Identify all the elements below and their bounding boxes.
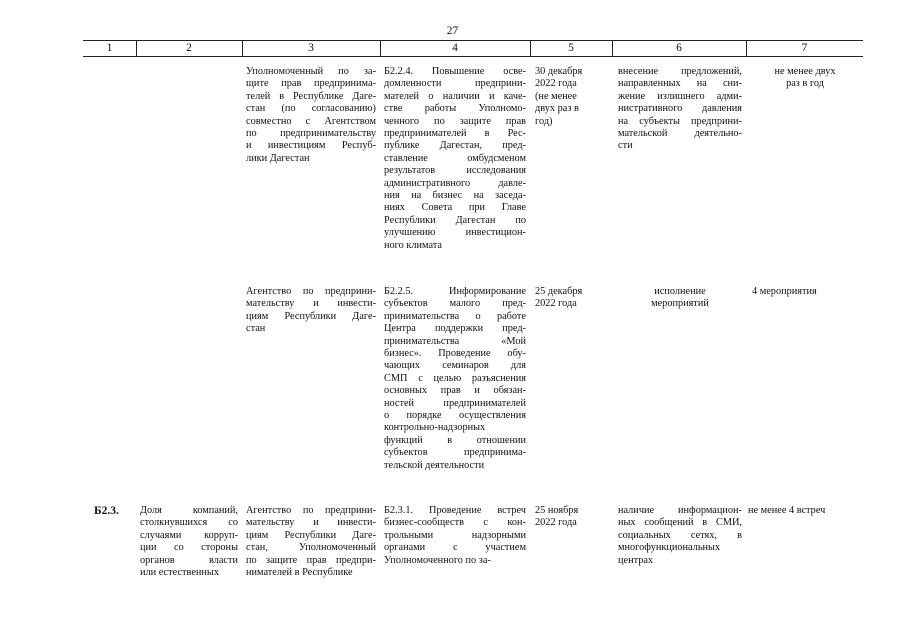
cell-line: основных прав и обязан-: [384, 385, 526, 397]
cell-line: столкнувшихся со: [140, 517, 238, 529]
cell-line: 4 мероприятия: [752, 286, 817, 297]
row-3-measure: [384, 505, 526, 567]
cell-line: бизнес». Проведение обу-: [384, 348, 526, 360]
cell-line: ставление омбудсменом: [384, 152, 526, 164]
cell-line: нимателей в Республике: [246, 567, 353, 579]
cell-line: результатов исследования: [384, 165, 526, 177]
row-3-indicator: [748, 505, 860, 517]
row-1-deadline: [535, 66, 609, 128]
row-1-executor: [246, 66, 376, 165]
row-2-deadline: [535, 286, 609, 311]
cell-line: по защите прав предпри-: [246, 554, 376, 566]
cell-line: 25 декабря: [535, 286, 583, 297]
header-col-2: 2: [186, 42, 192, 54]
cell-line: ниях Совета при Главе: [384, 202, 526, 214]
cell-line: Уполномоченный по за-: [246, 66, 376, 77]
cell-line: мательской деятельно-: [618, 128, 742, 140]
cell-line: функций в отношении: [384, 434, 526, 446]
cell-line: домленности предприни-: [384, 78, 526, 90]
cell-line: Б2.3.1. Проведение встреч: [384, 505, 526, 516]
cell-line: СМП с целью разъяснения: [384, 372, 526, 384]
cell-line: органами с участием: [384, 542, 526, 554]
cell-line: о порядке осуществления: [384, 410, 526, 422]
cell-line: лики Дагестан: [246, 152, 310, 164]
cell-line: по предпринимательству: [246, 128, 376, 140]
row-2-executor: [246, 286, 376, 336]
row-3-executor: [246, 505, 376, 579]
cell-line: мательству и инвести-: [246, 298, 376, 310]
cell-line: принимательства о работе: [384, 310, 526, 322]
row-1-result: [618, 66, 742, 153]
cell-line: ного климата: [384, 239, 442, 251]
header-col-7: 7: [801, 42, 808, 54]
cell-line: субъектов малого пред-: [384, 298, 526, 310]
cell-line: Б2.2.5. Информирование: [384, 286, 526, 297]
cell-line: ченного по защите прав: [384, 115, 526, 127]
row-2-result: [618, 286, 742, 311]
cell-line: ных сообщений в СМИ,: [618, 517, 742, 529]
cell-line: Агентство по предприни-: [246, 286, 376, 297]
cell-line: раз в год: [786, 78, 824, 90]
cell-line: 30 декабря: [535, 66, 583, 77]
cell-line: ния на бизнес на заседа-: [384, 190, 526, 202]
cell-line: не менее 4 встреч: [748, 505, 826, 516]
cell-line: контрольно-надзорных: [384, 422, 486, 434]
row-3-code: Б2.3.: [94, 505, 119, 517]
cell-line: мательству и инвести-: [246, 517, 376, 529]
cell-line: циям Республики Даге-: [246, 529, 376, 541]
header-col-6: 6: [676, 42, 682, 54]
cell-line: Агентство по предприни-: [246, 505, 376, 516]
cell-line: 2022 года: [535, 78, 577, 90]
cell-line: Доля компаний,: [140, 505, 238, 516]
cell-line: 25 ноября: [535, 505, 579, 516]
cell-line: 2022 года: [535, 517, 577, 529]
cell-line: телей в Республике Даге-: [246, 90, 376, 102]
row-2-indicator: [752, 286, 858, 298]
cell-line: случаями корруп-: [140, 529, 238, 541]
cell-line: сти: [618, 140, 633, 152]
row-2-measure: [384, 286, 526, 472]
cell-line: стан: [246, 323, 266, 335]
cell-line: административного давле-: [384, 177, 526, 189]
cell-line: Республики Дагестан по: [384, 214, 526, 226]
row-1-measure: [384, 66, 526, 252]
cell-line: принимательства «Мой: [384, 335, 526, 347]
cell-line: (не менее: [535, 90, 577, 102]
cell-line: предпринимателей в Рес-: [384, 128, 526, 140]
cell-line: тельской деятельности: [384, 459, 485, 471]
cell-line: Б2.2.4. Повышение осве-: [384, 66, 526, 77]
cell-line: щите прав предпринима-: [246, 78, 376, 90]
cell-line: стан (по согласованию): [246, 103, 376, 115]
cell-line: жение излишнего адми-: [618, 90, 742, 102]
cell-line: социальных сетях, в: [618, 529, 742, 541]
cell-line: внесение предложений,: [618, 66, 742, 77]
cell-line: и инвестициям Респуб-: [246, 140, 376, 152]
row-3-result: [618, 505, 742, 567]
cell-line: стан, Уполномоченный: [246, 542, 376, 554]
cell-line: на субъекты предприни-: [618, 115, 742, 127]
header-col-1: 1: [106, 42, 113, 54]
page-number: 27: [446, 25, 459, 37]
cell-line: исполнение: [654, 286, 706, 297]
header-col-3: 3: [308, 42, 314, 54]
cell-line: двух раз в: [535, 103, 579, 115]
cell-line: мателей о наличии и каче-: [384, 90, 526, 102]
cell-line: стве работы Уполномо-: [384, 103, 526, 115]
row-1-indicator: [752, 66, 858, 91]
cell-line: бизнес-сообществ с кон-: [384, 517, 526, 529]
cell-line: Уполномоченного по за-: [384, 554, 491, 566]
cell-line: чающих семинаров для: [384, 360, 526, 372]
cell-line: органов власти: [140, 554, 238, 566]
cell-line: или естественных: [140, 567, 219, 579]
cell-line: мероприятий: [651, 298, 709, 310]
cell-line: публике Дагестан, пред-: [384, 140, 526, 152]
cell-line: наличие информацион-: [618, 505, 742, 516]
cell-line: Центра поддержки пред-: [384, 323, 526, 335]
header-col-4: 4: [452, 42, 458, 54]
cell-line: ностей предпринимателей: [384, 397, 526, 409]
cell-line: совместно с Агентством: [246, 115, 376, 127]
cell-line: направленных на сни-: [618, 78, 742, 90]
header-col-5: 5: [568, 42, 574, 54]
row-3-deadline: [535, 505, 609, 530]
cell-line: не менее двух: [774, 66, 836, 77]
cell-line: центрах: [618, 554, 654, 566]
cell-line: нистративного давления: [618, 103, 742, 115]
cell-line: год): [535, 115, 553, 127]
header-bottom-rule: [83, 56, 863, 57]
cell-line: трольными надзорными: [384, 529, 526, 541]
cell-line: циям Республики Даге-: [246, 310, 376, 322]
cell-line: многофункциональных: [618, 542, 721, 554]
cell-line: улучшению инвестицион-: [384, 227, 526, 239]
row-3-indicator-name: [140, 505, 238, 579]
cell-line: ции со стороны: [140, 542, 238, 554]
cell-line: 2022 года: [535, 298, 577, 310]
cell-line: субъектов предпринима-: [384, 447, 526, 459]
